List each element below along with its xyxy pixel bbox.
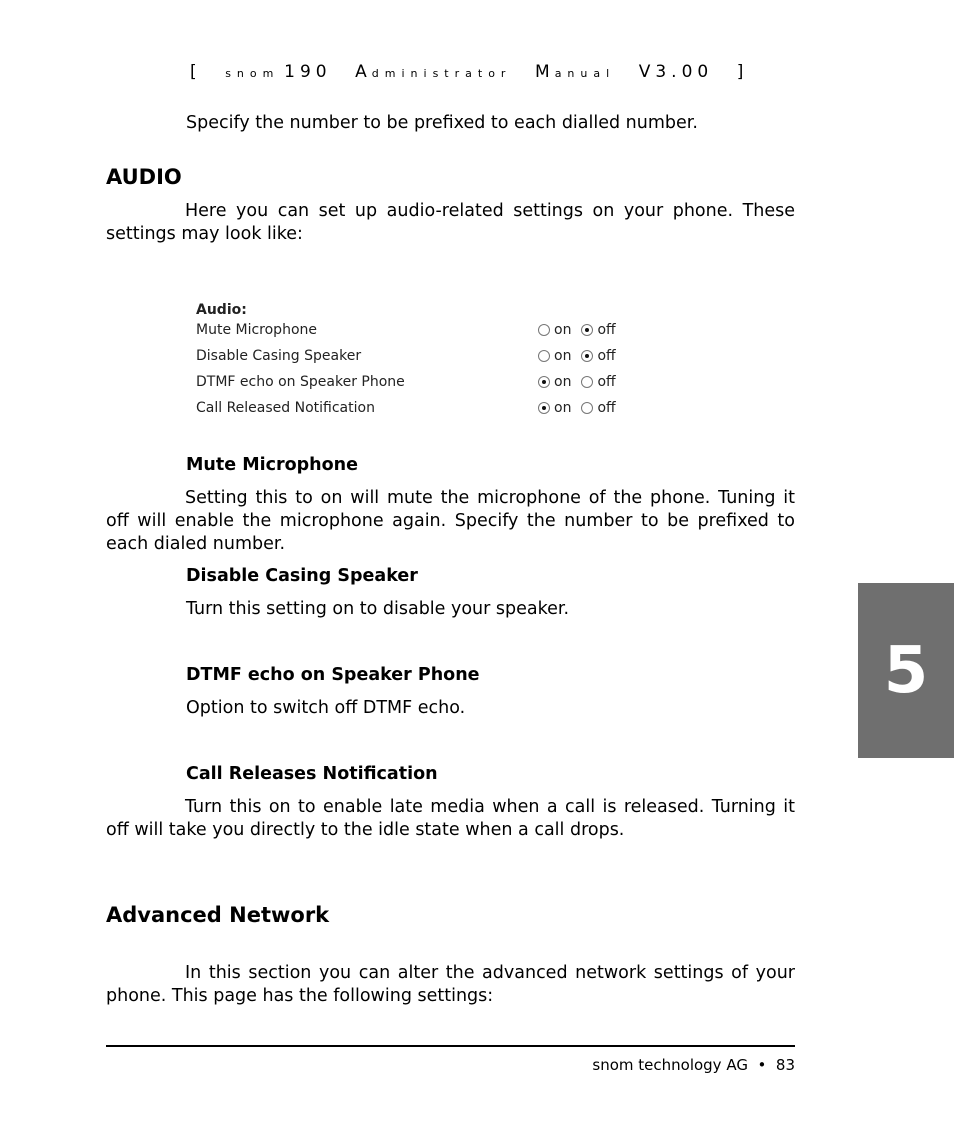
audio-settings-figure <box>190 296 632 424</box>
audio-box-title: Audio: <box>196 302 247 318</box>
subheading-dtmf-echo: DTMF echo on Speaker Phone <box>186 665 480 685</box>
setting-row-disable-casing-speaker <box>190 348 632 374</box>
subheading-disable-casing-speaker: Disable Casing Speaker <box>186 566 418 586</box>
radio-group <box>538 400 616 416</box>
advanced-network-heading: Advanced Network <box>106 903 330 927</box>
setting-row-dtmf-echo <box>190 374 632 400</box>
running-header: [ snom 190 Administrator Manual V3.00 ] <box>190 62 749 82</box>
radio-group <box>538 374 616 390</box>
radio-on[interactable]: on <box>538 348 571 364</box>
radio-off[interactable]: off <box>581 322 615 338</box>
paragraph-text: In this section you can alter the advanced network settings of your phone. This page has the following settings: <box>106 963 795 1006</box>
paragraph-disable-casing-speaker: Turn this setting on to disable your speaker. <box>186 599 570 619</box>
radio-checked-icon[interactable] <box>538 402 550 414</box>
setting-label: DTMF echo on Speaker Phone <box>196 374 405 390</box>
radio-checked-icon[interactable] <box>581 350 593 362</box>
advanced-network-intro <box>106 962 795 1008</box>
radio-group <box>538 348 616 364</box>
paragraph-dtmf-echo: Option to switch off DTMF echo. <box>186 698 466 718</box>
paragraph-text: Turn this on to enable late media when a call is released. Turning it off will take you directly to the idle state when a call drops. <box>106 797 795 840</box>
subheading-call-releases-notification: Call Releases Notification <box>186 764 438 784</box>
footer-rule <box>106 1045 795 1047</box>
page-footer <box>592 1056 795 1074</box>
radio-unchecked-icon[interactable] <box>538 324 550 336</box>
radio-checked-icon[interactable] <box>538 376 550 388</box>
footer-bullet: • <box>757 1056 767 1074</box>
radio-on[interactable]: on <box>538 400 571 416</box>
radio-checked-icon[interactable] <box>581 324 593 336</box>
radio-unchecked-icon[interactable] <box>581 402 593 414</box>
radio-on[interactable]: on <box>538 322 571 338</box>
setting-row-call-released-notification <box>190 400 632 426</box>
radio-unchecked-icon[interactable] <box>581 376 593 388</box>
paragraph-mute-microphone <box>106 487 795 556</box>
audio-heading: AUDIO <box>106 165 182 189</box>
radio-off[interactable]: off <box>581 400 615 416</box>
subheading-mute-microphone: Mute Microphone <box>186 455 358 475</box>
footer-company: snom technology AG <box>592 1056 748 1074</box>
paragraph-text: Setting this to on will mute the microphone of the phone. Tuning it off will enable the microphone again. Specify the number to be prefixed to each dialed number. <box>106 488 795 554</box>
audio-intro <box>106 200 795 246</box>
radio-off[interactable]: off <box>581 374 615 390</box>
setting-label: Call Released Notification <box>196 400 375 416</box>
page-number: 83 <box>775 1056 795 1074</box>
chapter-tab: 5 <box>858 583 954 758</box>
setting-row-mute-microphone <box>190 322 632 348</box>
setting-label: Disable Casing Speaker <box>196 348 362 364</box>
audio-intro-text: Here you can set up audio-related settings on your phone. These settings may look like: <box>106 201 795 244</box>
radio-off[interactable]: off <box>581 348 615 364</box>
intro-line: Specify the number to be prefixed to each dialled number. <box>186 113 698 133</box>
paragraph-call-releases-notification <box>106 796 795 842</box>
radio-unchecked-icon[interactable] <box>538 350 550 362</box>
radio-group <box>538 322 616 338</box>
setting-label: Mute Microphone <box>196 322 317 338</box>
radio-on[interactable]: on <box>538 374 571 390</box>
